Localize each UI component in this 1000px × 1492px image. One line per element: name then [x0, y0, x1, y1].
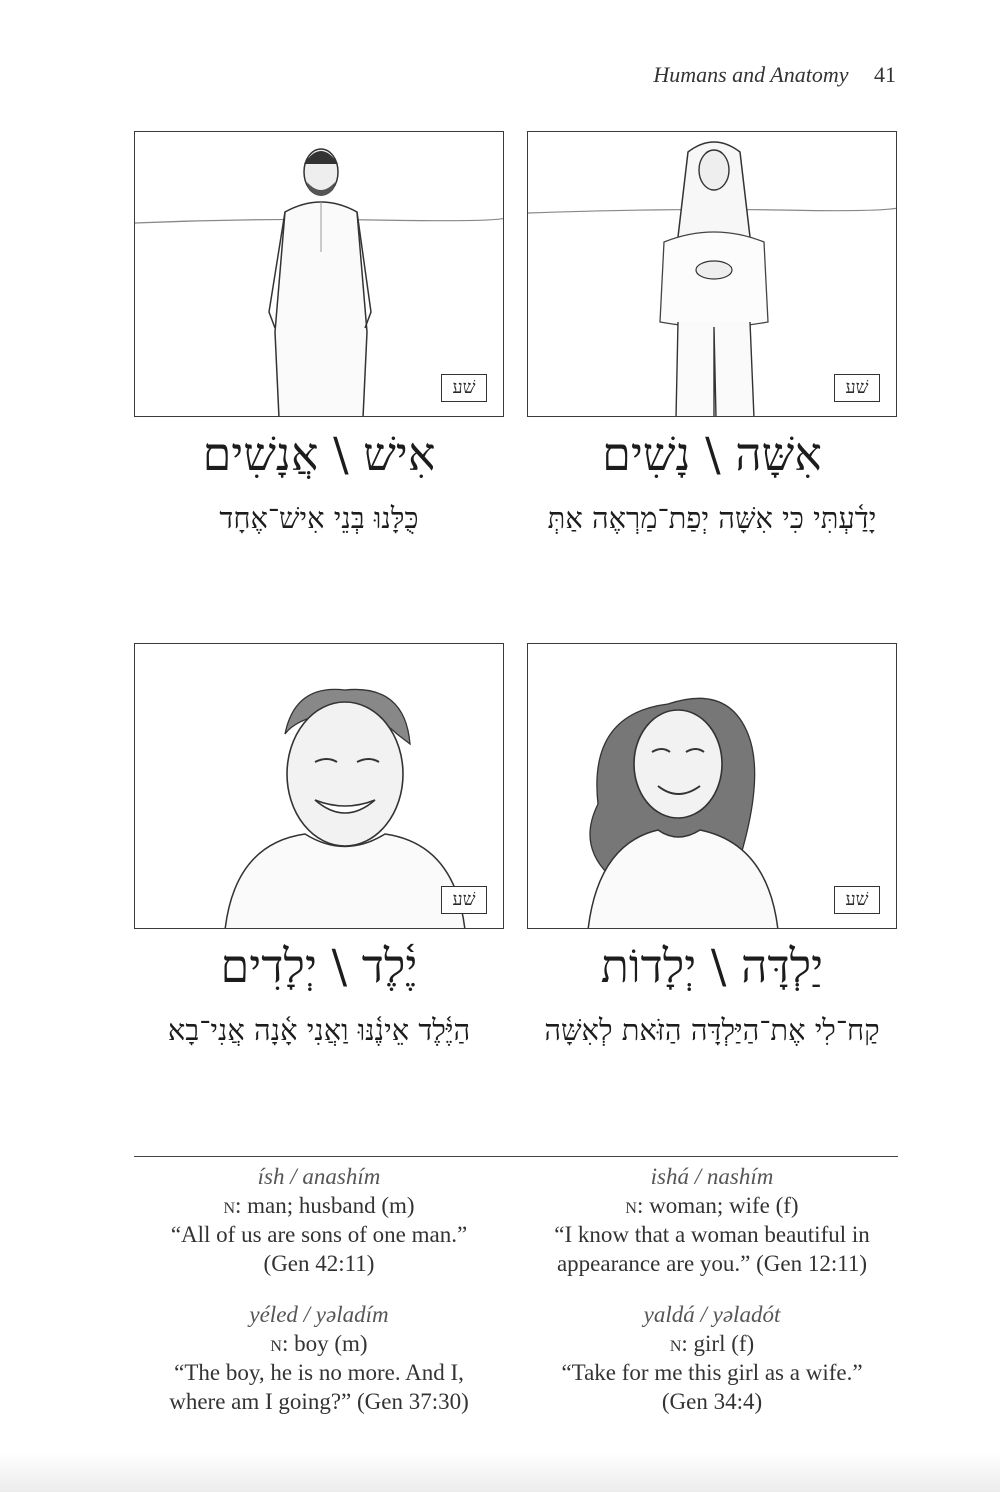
illustration-girl: [527, 643, 897, 929]
headword-yeled: יֶ֫לֶד \ יְלָדִים: [220, 939, 418, 993]
gloss-yeled: [134, 1300, 504, 1416]
gloss-yalda: [527, 1300, 897, 1416]
meaning-yeled: : boy (m): [281, 1331, 368, 1356]
pos-label: n: [669, 1331, 682, 1356]
quote-yeled-line1: “The boy, he is no more. And I,: [174, 1360, 464, 1385]
audio-badge[interactable]: שׁע: [834, 374, 880, 402]
quote-yeled-line2: where am I going?” (Gen 37:30): [169, 1389, 469, 1414]
example-yalda: קַח־לִי אֶת־הַיַּלְדָּה הַזֹּאת לְאִשָּׁה: [544, 1013, 880, 1047]
meaning-line-yalda: [527, 1329, 897, 1358]
headword-yalda: יַלְדָּה \ יְלָדוֹת: [600, 939, 824, 993]
example-yeled: הַיֶּ֫לֶד אֵינֶ֫נּוּ וַאֲנִי אָ֫נָה אֲנִי־בָא: [167, 1013, 471, 1047]
meaning-yalda: : girl (f): [681, 1331, 755, 1356]
meaning-line-isha: [527, 1191, 897, 1220]
audio-badge[interactable]: שׁע: [441, 886, 487, 914]
quote-yalda-line2: (Gen 34:4): [661, 1389, 763, 1414]
pos-label: n: [223, 1193, 236, 1218]
meaning-isha: : woman; wife (f): [636, 1193, 799, 1218]
meaning-line-ish: [134, 1191, 504, 1220]
meaning-ish: : man; husband (m): [235, 1193, 415, 1218]
pos-label: n: [270, 1331, 282, 1356]
page-number: 41: [874, 62, 896, 87]
page-bottom-shadow: [0, 1452, 1000, 1492]
translit-isha: ishá / nashím: [650, 1164, 774, 1189]
illustration-boy: [134, 643, 504, 929]
quote-ish-line1: “All of us are sons of one man.”: [170, 1222, 468, 1247]
quote-yalda-line1: “Take for me this girl as a wife.”: [561, 1360, 863, 1385]
translit-ish: ísh / anashím: [257, 1164, 381, 1189]
pos-label: n: [625, 1193, 637, 1218]
example-isha: יָדַ֫עְתִּי כִּי אִשָּׁה יְפַת־מַרְאֶה אַתְּ: [547, 501, 877, 535]
quote-isha-line2: appearance are you.” (Gen 12:11): [556, 1251, 868, 1276]
illustration-woman: [527, 131, 897, 417]
meaning-line-yeled: [134, 1329, 504, 1358]
audio-badge[interactable]: שׁע: [834, 886, 880, 914]
headword-isha: אִשָּׁה \ נָשִׁים: [602, 427, 822, 481]
quote-isha-line1: “I know that a woman beautiful in: [554, 1222, 870, 1247]
gloss-ish: [134, 1162, 504, 1278]
chapter-title: Humans and Anatomy: [653, 62, 849, 87]
gloss-isha: [527, 1162, 897, 1278]
example-ish: כֻּלָּנוּ בְּנֵי אִישׁ־אֶחָד: [219, 501, 419, 535]
illustration-man: [134, 131, 504, 417]
translit-yalda: yaldá / yəladót: [643, 1302, 781, 1327]
headword-ish: אִישׁ \ אֲנָשִׁים: [202, 427, 436, 481]
running-head: [653, 62, 896, 88]
divider: [134, 1156, 898, 1157]
translit-yeled: yéled / yəladím: [249, 1302, 389, 1327]
audio-badge[interactable]: שׁע: [441, 374, 487, 402]
quote-ish-line2: (Gen 42:11): [263, 1251, 375, 1276]
